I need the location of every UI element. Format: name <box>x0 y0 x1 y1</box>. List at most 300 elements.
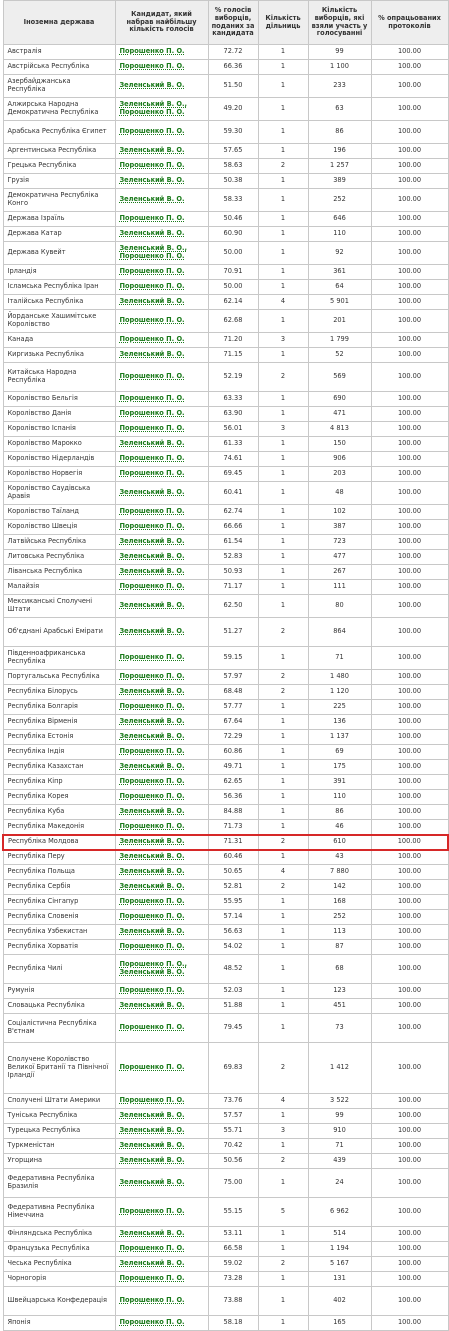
percent-cell: 72.29 <box>208 730 258 745</box>
table-row <box>3 505 448 520</box>
candidate-link[interactable]: Порошенко П. О. <box>119 1244 185 1253</box>
percent-cell: 60.90 <box>208 227 258 242</box>
country-cell: Республіка Молдова <box>3 835 115 850</box>
percent-cell: 71.31 <box>208 835 258 850</box>
percent-cell: 52.81 <box>208 880 258 895</box>
percent-cell: 62.50 <box>208 595 258 618</box>
candidate-link[interactable]: Порошенко П. О. <box>119 267 185 276</box>
candidate-link[interactable]: Порошенко П. О. <box>119 372 185 381</box>
candidate-link[interactable]: Зеленський В. О. <box>119 567 185 576</box>
voters-cell: 610 <box>308 835 371 850</box>
voters-cell: 46 <box>308 820 371 835</box>
candidate-link[interactable]: Зеленський В. О. <box>119 229 185 238</box>
candidate-cell <box>115 75 208 98</box>
candidate-link[interactable]: Зеленський В. О. <box>119 732 185 741</box>
percent-cell: 70.42 <box>208 1139 258 1154</box>
table-row <box>3 310 448 333</box>
candidate-cell <box>115 310 208 333</box>
candidate-link[interactable]: Порошенко П. О. <box>119 1096 185 1105</box>
voters-cell: 5 901 <box>308 295 371 310</box>
candidate-cell <box>115 760 208 775</box>
country-cell: Королівство Швеція <box>3 520 115 535</box>
percent-cell: 50.38 <box>208 174 258 189</box>
protocols-cell: 100.00 <box>371 745 448 760</box>
protocols-cell: 100.00 <box>371 940 448 955</box>
percent-cell: 62.68 <box>208 310 258 333</box>
candidate-cell <box>115 437 208 452</box>
voters-cell: 52 <box>308 348 371 363</box>
stations-cell: 1 <box>258 1227 308 1242</box>
protocols-cell: 100.00 <box>371 505 448 520</box>
candidate-link[interactable]: Зеленський В. О. <box>119 1141 185 1150</box>
country-cell: Республіка Куба <box>3 805 115 820</box>
stations-cell: 1 <box>258 715 308 730</box>
table-row <box>3 242 448 265</box>
candidate-cell <box>115 940 208 955</box>
candidate-cell <box>115 955 208 984</box>
candidate-link[interactable]: Порошенко П. О. <box>119 912 185 921</box>
country-cell: Республіка Польща <box>3 865 115 880</box>
stations-cell: 1 <box>258 955 308 984</box>
candidate-link[interactable]: Порошенко П. О. <box>119 47 185 56</box>
candidate-link[interactable]: Зеленський В. О. <box>119 297 185 306</box>
percent-cell: 72.72 <box>208 45 258 60</box>
country-cell: Республіка Македонія <box>3 820 115 835</box>
country-cell: Грузія <box>3 174 115 189</box>
candidate-cell <box>115 1316 208 1331</box>
stations-cell: 1 <box>258 227 308 242</box>
country-cell: Ірландія <box>3 265 115 280</box>
percent-cell: 58.18 <box>208 1316 258 1331</box>
protocols-cell: 100.00 <box>371 565 448 580</box>
country-cell: Фінляндська Республіка <box>3 1227 115 1242</box>
candidate-link[interactable]: Зеленський В. О. <box>119 807 185 816</box>
candidate-link[interactable]: Зеленський В. О. <box>119 927 185 936</box>
candidate-link[interactable]: Зеленський В. О. <box>119 176 185 185</box>
candidate-link[interactable]: Порошенко П. О. <box>119 821 185 830</box>
stations-cell: 1 <box>258 452 308 467</box>
candidate-link[interactable]: Порошенко П. О. <box>119 702 185 711</box>
candidate-cell <box>115 1198 208 1227</box>
protocols-cell: 100.00 <box>371 467 448 482</box>
percent-cell: 56.36 <box>208 790 258 805</box>
candidate-cell <box>115 1109 208 1124</box>
stations-cell: 2 <box>258 618 308 647</box>
protocols-cell: 100.00 <box>371 189 448 212</box>
voters-cell: 110 <box>308 790 371 805</box>
percent-cell: 79.45 <box>208 1014 258 1043</box>
stations-cell: 1 <box>258 1139 308 1154</box>
country-cell: Канада <box>3 333 115 348</box>
candidate-cell <box>115 850 208 865</box>
stations-cell: 3 <box>258 333 308 348</box>
voters-cell: 203 <box>308 467 371 482</box>
country-cell: Алжирська Народна Демократична Республіка <box>3 98 115 121</box>
candidate-link[interactable]: Зеленський В. О. <box>119 1111 185 1120</box>
protocols-cell: 100.00 <box>371 670 448 685</box>
country-cell: Туніська Республіка <box>3 1109 115 1124</box>
stations-cell: 1 <box>258 1287 308 1316</box>
candidate-link[interactable]: Зеленський В. О., <box>119 100 188 109</box>
voters-cell: 723 <box>308 535 371 550</box>
table-row <box>3 392 448 407</box>
candidate-link[interactable]: Зеленський В. О. <box>119 867 185 876</box>
candidate-link[interactable]: Порошенко П. О. <box>119 409 185 418</box>
candidate-cell <box>115 1014 208 1043</box>
candidate-link[interactable]: Зеленський В. О., <box>119 244 188 253</box>
header-country: Іноземна держава <box>3 1 115 45</box>
voters-cell: 389 <box>308 174 371 189</box>
stations-cell: 2 <box>258 880 308 895</box>
table-row <box>3 144 448 159</box>
country-cell: Держава Катар <box>3 227 115 242</box>
protocols-cell: 100.00 <box>371 618 448 647</box>
candidate-cell <box>115 1139 208 1154</box>
protocols-cell: 100.00 <box>371 144 448 159</box>
candidate-cell <box>115 348 208 363</box>
protocols-cell: 100.00 <box>371 1287 448 1316</box>
country-cell: Грецька Республіка <box>3 159 115 174</box>
candidate-link[interactable]: Порошенко П. О. <box>119 582 185 591</box>
stations-cell: 1 <box>258 1272 308 1287</box>
candidate-link[interactable]: Зеленський В. О. <box>119 968 185 976</box>
percent-cell: 60.46 <box>208 850 258 865</box>
stations-cell: 1 <box>258 189 308 212</box>
stations-cell: 1 <box>258 565 308 580</box>
table-row <box>3 98 448 121</box>
voters-cell: 110 <box>308 227 371 242</box>
candidate-link[interactable]: Порошенко П. О. <box>119 127 185 136</box>
table-row <box>3 535 448 550</box>
voters-cell: 80 <box>308 595 371 618</box>
protocols-cell: 100.00 <box>371 212 448 227</box>
table-row <box>3 174 448 189</box>
stations-cell: 1 <box>258 75 308 98</box>
candidate-link[interactable]: Порошенко П. О. <box>119 986 185 995</box>
table-row <box>3 685 448 700</box>
candidate-link[interactable]: Порошенко П. О. <box>119 62 185 71</box>
stations-cell: 1 <box>258 535 308 550</box>
percent-cell: 62.14 <box>208 295 258 310</box>
protocols-cell: 100.00 <box>371 265 448 280</box>
candidate-link[interactable]: Порошенко П. О. <box>119 469 185 478</box>
candidate-link[interactable]: Зеленський В. О. <box>119 762 185 771</box>
percent-cell: 55.15 <box>208 1198 258 1227</box>
protocols-cell: 100.00 <box>371 1316 448 1331</box>
candidate-link[interactable]: Порошенко П. О. <box>119 394 185 403</box>
voters-cell: 1 480 <box>308 670 371 685</box>
stations-cell: 1 <box>258 700 308 715</box>
candidate-cell <box>115 45 208 60</box>
country-cell: Республіка Хорватія <box>3 940 115 955</box>
country-cell: Республіка Вірменія <box>3 715 115 730</box>
percent-cell: 58.33 <box>208 189 258 212</box>
percent-cell: 59.02 <box>208 1257 258 1272</box>
candidate-link[interactable]: Порошенко П. О. <box>119 214 185 223</box>
country-cell: Королівство Саудівська Аравія <box>3 482 115 505</box>
candidate-cell <box>115 790 208 805</box>
country-cell: Республіка Сербія <box>3 880 115 895</box>
candidate-cell <box>115 685 208 700</box>
candidate-link[interactable]: Зеленський В. О. <box>119 146 185 155</box>
candidate-link[interactable]: Порошенко П. О. <box>119 942 185 951</box>
voters-cell: 864 <box>308 618 371 647</box>
candidate-link[interactable]: Зеленський В. О. <box>119 195 185 204</box>
table-row <box>3 820 448 835</box>
voters-cell: 69 <box>308 745 371 760</box>
percent-cell: 51.27 <box>208 618 258 647</box>
protocols-cell: 100.00 <box>371 452 448 467</box>
candidate-link[interactable]: Порошенко П. О. <box>119 335 185 344</box>
stations-cell: 1 <box>258 1316 308 1331</box>
protocols-cell: 100.00 <box>371 98 448 121</box>
protocols-cell: 100.00 <box>371 850 448 865</box>
table-row <box>3 189 448 212</box>
stations-cell: 1 <box>258 310 308 333</box>
country-cell: Арабська Республіка Єгипет <box>3 121 115 144</box>
voters-cell: 64 <box>308 280 371 295</box>
protocols-cell: 100.00 <box>371 535 448 550</box>
candidate-link[interactable]: Порошенко П. О. <box>119 1023 185 1032</box>
candidate-link[interactable]: Порошенко П. О. <box>119 282 185 291</box>
table-row <box>3 467 448 482</box>
voters-cell: 690 <box>308 392 371 407</box>
candidate-link[interactable]: Порошенко П. О. <box>119 1274 185 1283</box>
candidate-link[interactable]: Порошенко П. О. <box>119 1318 185 1327</box>
voters-cell: 131 <box>308 1272 371 1287</box>
country-cell: Словацька Республіка <box>3 999 115 1014</box>
percent-cell: 60.86 <box>208 745 258 760</box>
table-row <box>3 348 448 363</box>
percent-cell: 57.14 <box>208 910 258 925</box>
voters-cell: 24 <box>308 1169 371 1198</box>
percent-cell: 61.54 <box>208 535 258 550</box>
protocols-cell: 100.00 <box>371 1043 448 1094</box>
percent-cell: 57.65 <box>208 144 258 159</box>
candidate-link[interactable]: Зеленський В. О. <box>119 439 185 448</box>
table-row <box>3 1257 448 1272</box>
stations-cell: 1 <box>258 265 308 280</box>
protocols-cell: 100.00 <box>371 925 448 940</box>
candidate-link[interactable]: Порошенко П. О. <box>119 792 185 801</box>
protocols-cell: 100.00 <box>371 1227 448 1242</box>
candidate-link[interactable]: Порошенко П. О. <box>119 454 185 463</box>
candidate-cell <box>115 565 208 580</box>
candidate-link[interactable]: Зеленський В. О. <box>119 717 185 726</box>
stations-cell: 2 <box>258 1257 308 1272</box>
candidate-link[interactable]: Порошенко П. О. <box>119 507 185 516</box>
candidate-link[interactable]: Порошенко П. О. <box>119 672 185 681</box>
percent-cell: 69.45 <box>208 467 258 482</box>
table-row-highlighted <box>3 835 448 850</box>
stations-cell: 1 <box>258 174 308 189</box>
protocols-cell: 100.00 <box>371 700 448 715</box>
country-cell: Японія <box>3 1316 115 1331</box>
candidate-cell <box>115 820 208 835</box>
candidate-cell <box>115 280 208 295</box>
stations-cell: 1 <box>258 647 308 670</box>
voters-cell: 6 962 <box>308 1198 371 1227</box>
stations-cell: 1 <box>258 144 308 159</box>
protocols-cell: 100.00 <box>371 422 448 437</box>
protocols-cell: 100.00 <box>371 820 448 835</box>
candidate-link[interactable]: Порошенко П. О. <box>119 897 185 906</box>
country-cell: Демократична Республіка Конго <box>3 189 115 212</box>
voters-cell: 68 <box>308 955 371 984</box>
voters-cell: 233 <box>308 75 371 98</box>
percent-cell: 62.65 <box>208 775 258 790</box>
candidate-link[interactable]: Зеленський В. О. <box>119 488 185 497</box>
candidate-link[interactable]: Зеленський В. О. <box>119 537 185 546</box>
candidate-link[interactable]: Зеленський В. О. <box>119 852 185 861</box>
candidate-link[interactable]: Зеленський В. О. <box>119 837 185 846</box>
candidate-link[interactable]: Порошенко П. О. <box>119 653 185 662</box>
voters-cell: 86 <box>308 121 371 144</box>
country-cell: Республіка Індія <box>3 745 115 760</box>
candidate-link[interactable]: Зеленський В. О. <box>119 1178 185 1187</box>
country-cell: Азербайджанська Республіка <box>3 75 115 98</box>
table-row <box>3 865 448 880</box>
voters-cell: 252 <box>308 910 371 925</box>
percent-cell: 48.52 <box>208 955 258 984</box>
stations-cell: 1 <box>258 505 308 520</box>
candidate-link[interactable]: Порошенко П. О. <box>119 1296 185 1305</box>
candidate-link[interactable]: Порошенко П. О., <box>119 960 188 969</box>
candidate-link[interactable]: Порошенко П. О. <box>119 1063 185 1072</box>
country-cell: Республіка Узбекистан <box>3 925 115 940</box>
candidate-link[interactable]: Зеленський В. О. <box>119 882 185 891</box>
percent-cell: 59.30 <box>208 121 258 144</box>
candidate-link[interactable]: Зеленський В. О. <box>119 687 185 696</box>
table-row <box>3 700 448 715</box>
candidate-cell <box>115 520 208 535</box>
protocols-cell: 100.00 <box>371 310 448 333</box>
voters-cell: 5 167 <box>308 1257 371 1272</box>
protocols-cell: 100.00 <box>371 1257 448 1272</box>
candidate-link[interactable]: Порошенко П. О. <box>119 777 185 786</box>
table-row <box>3 1154 448 1169</box>
voters-cell: 48 <box>308 482 371 505</box>
protocols-cell: 100.00 <box>371 333 448 348</box>
country-cell: Республіка Сінгапур <box>3 895 115 910</box>
candidate-cell <box>115 670 208 685</box>
protocols-cell: 100.00 <box>371 580 448 595</box>
candidate-link[interactable]: Зеленський В. О. <box>119 1001 185 1010</box>
percent-cell: 49.71 <box>208 760 258 775</box>
candidate-link[interactable]: Зеленський В. О. <box>119 1259 185 1268</box>
stations-cell: 1 <box>258 760 308 775</box>
table-row <box>3 60 448 75</box>
candidate-link[interactable]: Зеленський В. О. <box>119 350 185 359</box>
table-row <box>3 333 448 348</box>
percent-cell: 66.58 <box>208 1242 258 1257</box>
table-row <box>3 955 448 984</box>
percent-cell: 52.83 <box>208 550 258 565</box>
stations-cell: 1 <box>258 820 308 835</box>
voters-cell: 402 <box>308 1287 371 1316</box>
protocols-cell: 100.00 <box>371 392 448 407</box>
candidate-link[interactable]: Порошенко П. О. <box>119 252 185 260</box>
protocols-cell: 100.00 <box>371 730 448 745</box>
candidate-link[interactable]: Порошенко П. О. <box>119 316 185 325</box>
stations-cell: 3 <box>258 422 308 437</box>
candidate-link[interactable]: Порошенко П. О. <box>119 108 185 116</box>
voters-cell: 201 <box>308 310 371 333</box>
protocols-cell: 100.00 <box>371 1139 448 1154</box>
country-cell: Чеська Республіка <box>3 1257 115 1272</box>
candidate-link[interactable]: Зеленський В. О. <box>119 627 185 636</box>
candidate-link[interactable]: Зеленський В. О. <box>119 1126 185 1135</box>
table-row <box>3 121 448 144</box>
table-header-row <box>3 1 448 45</box>
candidate-link[interactable]: Зеленський В. О. <box>119 1229 185 1238</box>
percent-cell: 68.48 <box>208 685 258 700</box>
protocols-cell: 100.00 <box>371 550 448 565</box>
percent-cell: 49.20 <box>208 98 258 121</box>
percent-cell: 57.97 <box>208 670 258 685</box>
table-row <box>3 407 448 422</box>
candidate-cell <box>115 242 208 265</box>
percent-cell: 51.88 <box>208 999 258 1014</box>
candidate-link[interactable]: Порошенко П. О. <box>119 747 185 756</box>
voters-cell: 7 880 <box>308 865 371 880</box>
protocols-cell: 100.00 <box>371 75 448 98</box>
candidate-cell <box>115 392 208 407</box>
country-cell: Турецька Республіка <box>3 1124 115 1139</box>
voters-cell: 165 <box>308 1316 371 1331</box>
protocols-cell: 100.00 <box>371 174 448 189</box>
candidate-cell <box>115 535 208 550</box>
candidate-link[interactable]: Зеленський В. О. <box>119 601 185 610</box>
protocols-cell: 100.00 <box>371 835 448 850</box>
country-cell: Республіка Естонія <box>3 730 115 745</box>
stations-cell: 1 <box>258 121 308 144</box>
country-cell: Португальська Республіка <box>3 670 115 685</box>
candidate-link[interactable]: Порошенко П. О. <box>119 161 185 170</box>
table-row <box>3 280 448 295</box>
table-row <box>3 1109 448 1124</box>
protocols-cell: 100.00 <box>371 955 448 984</box>
table-row <box>3 1169 448 1198</box>
percent-cell: 58.63 <box>208 159 258 174</box>
candidate-cell <box>115 835 208 850</box>
protocols-cell: 100.00 <box>371 1169 448 1198</box>
candidate-link[interactable]: Зеленський В. О. <box>119 81 185 90</box>
voters-cell: 86 <box>308 805 371 820</box>
protocols-cell: 100.00 <box>371 895 448 910</box>
stations-cell: 4 <box>258 1094 308 1109</box>
voters-cell: 1 412 <box>308 1043 371 1094</box>
candidate-cell <box>115 910 208 925</box>
percent-cell: 60.41 <box>208 482 258 505</box>
candidate-link[interactable]: Порошенко П. О. <box>119 424 185 433</box>
candidate-link[interactable]: Зеленський В. О. <box>119 552 185 561</box>
country-cell: Республіка Кіпр <box>3 775 115 790</box>
voters-cell: 99 <box>308 1109 371 1124</box>
candidate-cell <box>115 174 208 189</box>
results-table <box>2 0 449 1331</box>
candidate-link[interactable]: Порошенко П. О. <box>119 522 185 531</box>
voters-cell: 477 <box>308 550 371 565</box>
protocols-cell: 100.00 <box>371 45 448 60</box>
candidate-link[interactable]: Зеленський В. О. <box>119 1156 185 1165</box>
protocols-cell: 100.00 <box>371 520 448 535</box>
country-cell: Республіка Чилі <box>3 955 115 984</box>
voters-cell: 1 100 <box>308 60 371 75</box>
candidate-link[interactable]: Порошенко П. О. <box>119 1207 185 1216</box>
voters-cell: 906 <box>308 452 371 467</box>
candidate-cell <box>115 1094 208 1109</box>
